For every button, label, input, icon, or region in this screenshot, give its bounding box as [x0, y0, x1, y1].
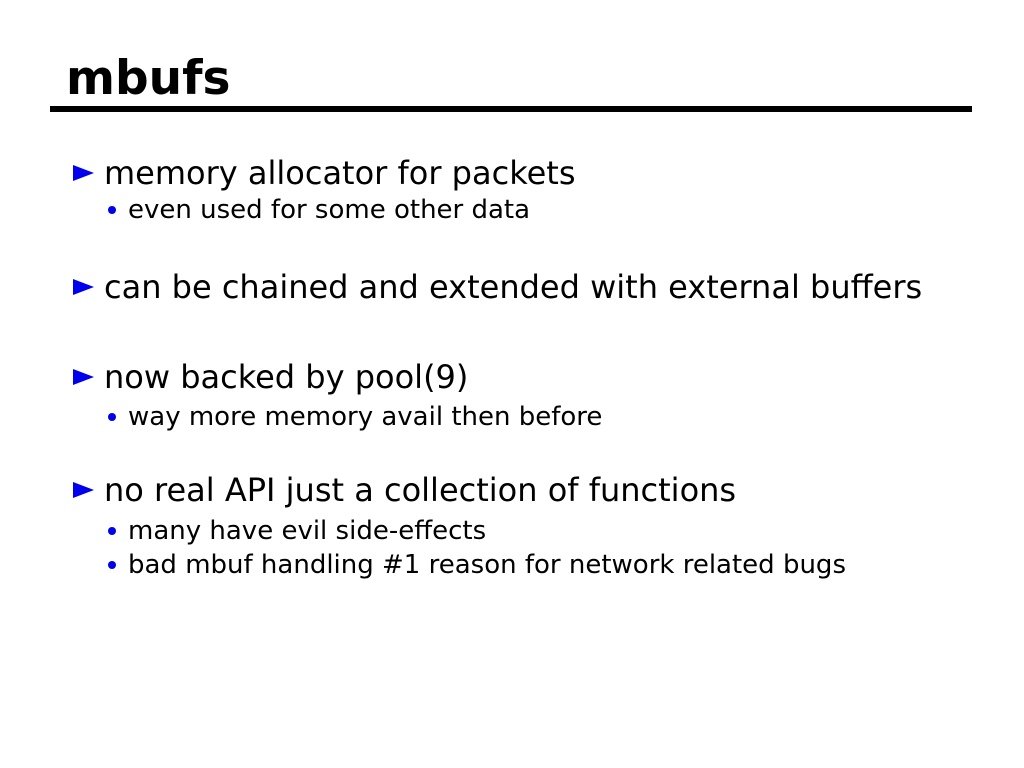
bullet-item — [0, 472, 1024, 508]
bullet-text: can be chained and extended with external buffers — [104, 268, 923, 306]
triangle-right-bullet-icon — [73, 279, 94, 295]
dot-bullet-icon — [108, 206, 116, 214]
dot-bullet-icon — [108, 413, 116, 421]
bullet-text: now backed by pool(9) — [104, 358, 469, 396]
sub-bullet-item — [0, 516, 1024, 546]
bullet-text: no real API just a collection of functions — [104, 471, 737, 509]
title-underline-rule — [50, 106, 972, 112]
sub-bullet-text: way more memory avail then before — [128, 402, 603, 432]
sub-bullet-item — [0, 402, 1024, 432]
sub-bullet-text: even used for some other data — [128, 195, 531, 225]
dot-bullet-icon — [108, 561, 116, 569]
bullet-item — [0, 269, 1024, 305]
sub-bullet-item — [0, 550, 1024, 580]
sub-bullet-text: many have evil side-effects — [128, 516, 487, 546]
sub-bullet-text: bad mbuf handling #1 reason for network related bugs — [128, 550, 846, 580]
triangle-right-bullet-icon — [73, 369, 94, 385]
bullet-text: memory allocator for packets — [104, 154, 576, 192]
triangle-right-bullet-icon — [73, 165, 94, 181]
slide-title: mbufs — [66, 51, 231, 106]
bullet-item — [0, 155, 1024, 191]
triangle-right-bullet-icon — [73, 482, 94, 498]
bullet-item — [0, 359, 1024, 395]
dot-bullet-icon — [108, 527, 116, 535]
sub-bullet-item — [0, 195, 1024, 225]
